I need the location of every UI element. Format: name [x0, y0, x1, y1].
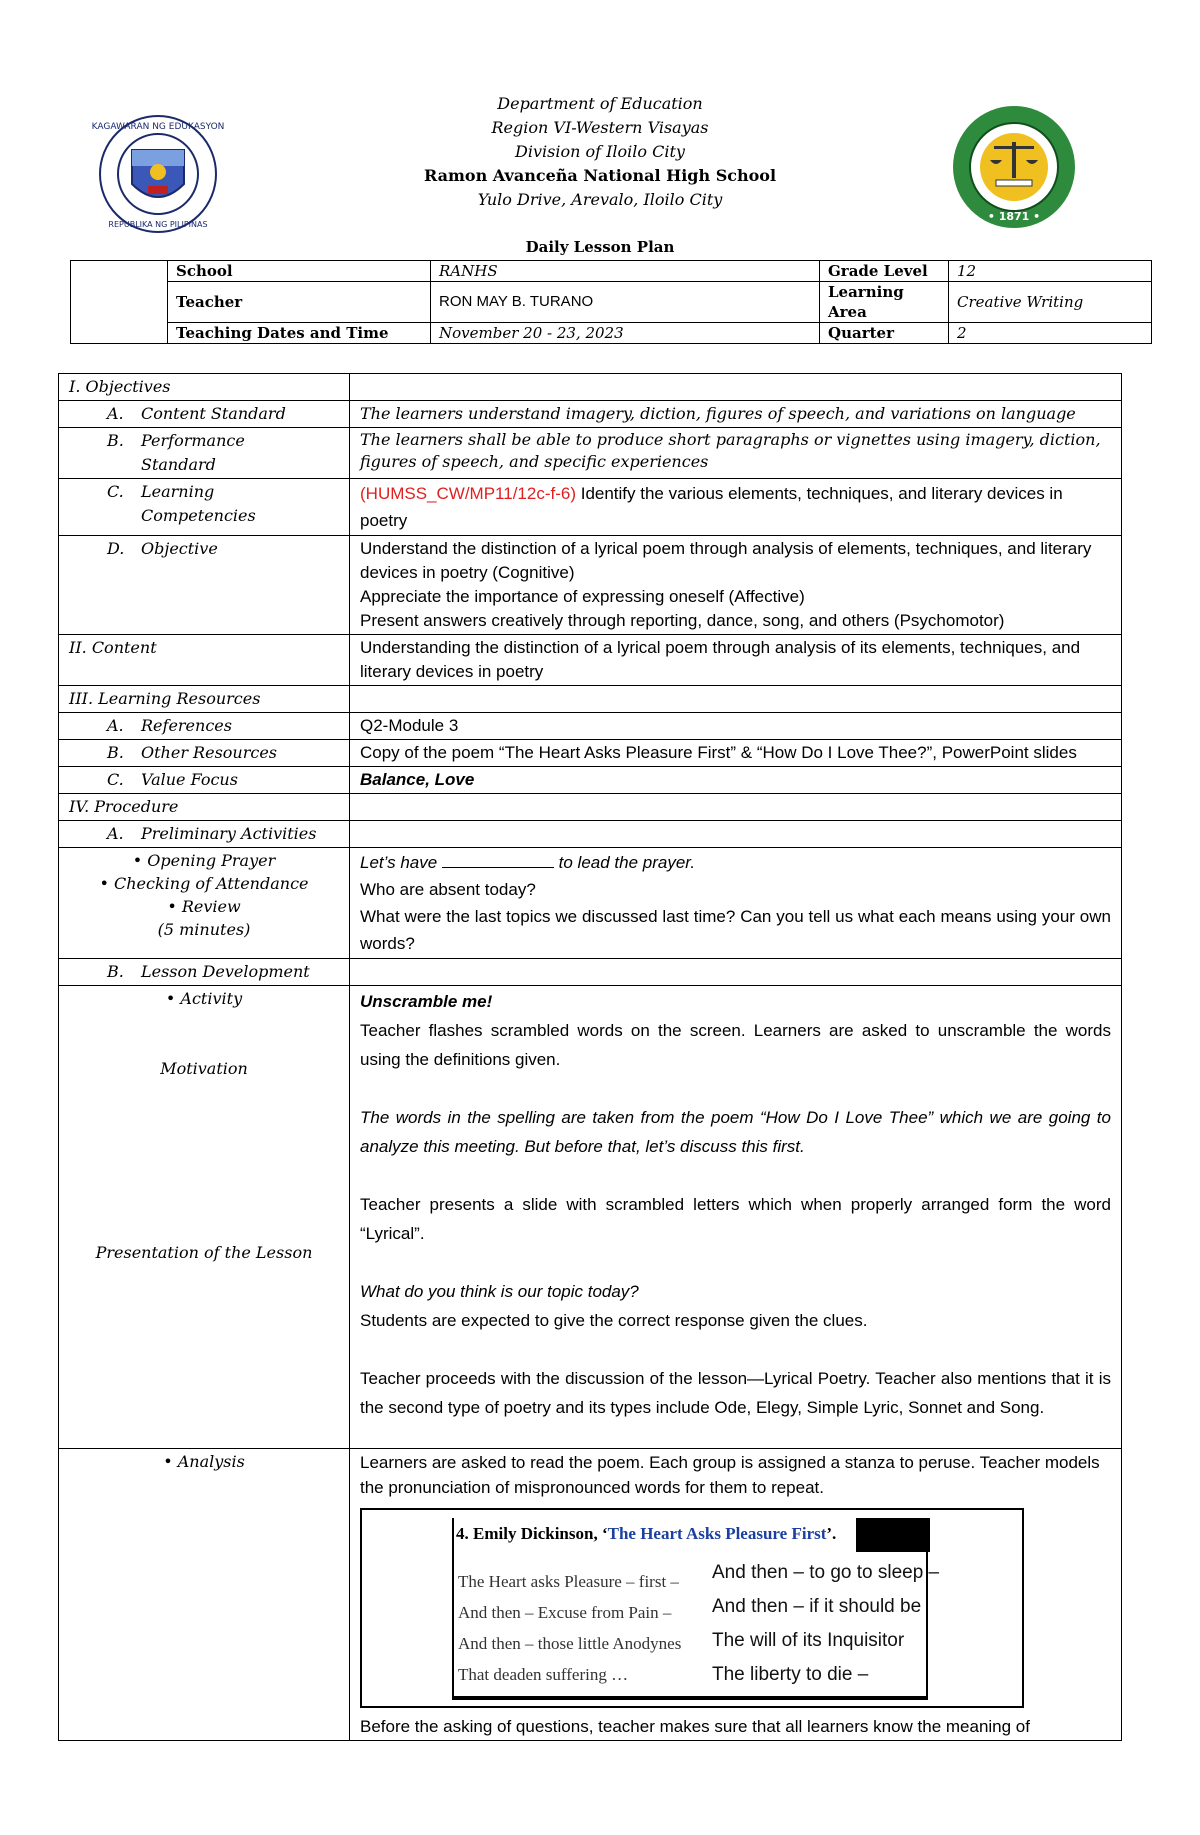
read-poem-text: Learners are asked to read the poem. Each group is assigned a stanza to peruse. Teacher models the pronunciation of mispronounced words for them to repeat.: [360, 1453, 1100, 1497]
objective-label: Objective: [141, 539, 218, 558]
performance-standard-label: Performance: [141, 431, 245, 450]
presentation-label: Presentation of the Lesson: [95, 1243, 313, 1262]
quarter-label: Quarter: [820, 323, 949, 344]
school-address: Yulo Drive, Arevalo, Iloilo City: [477, 190, 723, 209]
review-label: • Review: [167, 897, 241, 916]
teacher-label: Teacher: [168, 282, 431, 323]
content-standard-value: The learners understand imagery, diction, figures of speech, and variations on language: [350, 401, 1122, 428]
references-value: Q2-Module 3: [350, 713, 1122, 740]
poem-image: [360, 1508, 1024, 1708]
svg-text:• 1871 •: • 1871 •: [987, 210, 1041, 223]
competency-value: Identify the various elements, techniques, and literary devices in poetry: [360, 484, 1063, 530]
area-value: Creative Writing: [949, 282, 1152, 323]
school-label: School: [168, 261, 431, 282]
prayer-text: Let’s have to lead the prayer.: [360, 853, 696, 872]
preliminary-label: Preliminary Activities: [141, 824, 317, 843]
procedure-row: [59, 794, 1122, 821]
poem-right-stanza: And then – to go to sleep – And then – if it should be The will of its Inquisitor The liberty to die –: [712, 1562, 940, 1685]
other-resources-row: B. Other Resources Copy of the poem “The Heart Asks Pleasure First” & “How Do I Love Thee?”, PowerPoint slides: [59, 740, 1122, 767]
teacher-value: RON MAY B. TURANO: [431, 282, 820, 323]
minutes-label: (5 minutes): [157, 920, 251, 939]
slide-text: Teacher presents a slide with scrambled letters which when properly arranged form the word “Lyrical”.: [360, 1195, 1111, 1243]
preliminary-details-row: [59, 848, 1122, 959]
dates-value: November 20 - 23, 2023: [431, 323, 820, 344]
words-from-text: The words in the spelling are taken from the poem “How Do I Love Thee” which we are going to analyze this meeting. But before that, let’s discuss this first.: [360, 1108, 1111, 1156]
grade-value: 12: [949, 261, 1152, 282]
analysis-label: • Analysis: [59, 1449, 350, 1741]
flash-text: Teacher flashes scrambled words on the screen. Learners are asked to unscramble the words using the definitions given.: [360, 1021, 1111, 1069]
unscramble-heading: Unscramble me!: [360, 992, 493, 1011]
poem-title: 4. Emily Dickinson, ‘The Heart Asks Pleasure First’.: [456, 1524, 837, 1543]
references-label: References: [141, 716, 232, 735]
svg-text:KAGAWARAN NG EDUKASYON: KAGAWARAN NG EDUKASYON: [92, 122, 224, 132]
poem-black-box: [856, 1518, 930, 1552]
before-questions-text: Before the asking of questions, teacher makes sure that all learners know the meaning of: [360, 1717, 1030, 1736]
procedure-heading: IV. Procedure: [59, 794, 350, 821]
opening-prayer-label: • Opening Prayer: [132, 851, 276, 870]
performance-standard-value: The learners shall be able to produce short paragraphs or vignettes using imagery, diction, figures of speech, and specific experiences: [350, 428, 1122, 479]
performance-standard-row: B. Performance Standard The learners shall be able to produce short paragraphs or vignettes using imagery, diction, figures of speech, and specific experiences: [59, 428, 1122, 479]
competencies-row: C. Learning Competencies (HUMSS_CW/MP11/12c-f-6) Identify the various elements, techniques, and literary devices in poetry: [59, 479, 1122, 536]
activity-label: • Activity: [165, 989, 243, 1008]
header-line1: Department of Education: [497, 94, 703, 113]
last-topics-text: What were the last topics we discussed last time? Can you tell us what each means using your own words?: [360, 907, 1111, 953]
grade-label: Grade Level: [820, 261, 949, 282]
motivation-label: Motivation: [160, 1059, 248, 1078]
content-row: [59, 635, 1122, 686]
preliminary-row: A. Preliminary Activities: [59, 821, 1122, 848]
quarter-value: 2: [949, 323, 1152, 344]
objective-psychomotor: Present answers creatively through reporting, dance, song, and others (Psychomotor): [360, 611, 1005, 630]
proceeds-text: Teacher proceeds with the discussion of the lesson—Lyrical Poetry. Teacher also mentions that it is the second type of poetry and its types include Ode, Elegy, Simple Lyric, Sonnet and Song.: [360, 1369, 1111, 1417]
doc-title: Daily Lesson Plan: [525, 238, 675, 256]
deped-seal: [92, 114, 224, 234]
analysis-row: [59, 1449, 1122, 1741]
objective-row: D. Objective Understand the distinction of a lyrical poem through analysis of elements, techniques, and literary devices in poetry (Cognitive) Appreciate the importance of expressing oneself (Affective) Present answers creatively through reporting, dance, song, and others (Psychomotor): [59, 536, 1122, 635]
resources-row: [59, 686, 1122, 713]
objectives-row: [59, 374, 1122, 401]
activity-row: [59, 986, 1122, 1449]
poem-left-stanza: The Heart asks Pleasure – first – And then – Excuse from Pain – And then – those little Anodynes That deaden suffering …: [458, 1572, 682, 1684]
competency-code: (HUMSS_CW/MP11/12c-f-6): [360, 484, 576, 503]
expected-text: Students are expected to give the correct response given the clues.: [360, 1311, 868, 1330]
area-label: Learning Area: [820, 282, 949, 323]
content-value: Understanding the distinction of a lyrical poem through analysis of its elements, techniques, and literary devices in poetry: [350, 635, 1122, 686]
absent-text: Who are absent today?: [360, 880, 536, 899]
dates-label: Teaching Dates and Time: [168, 323, 431, 344]
value-focus-value: Balance, Love: [350, 767, 1122, 794]
attendance-label: • Checking of Attendance: [99, 874, 309, 893]
competencies-label: Learning: [141, 482, 215, 501]
value-focus-label: Value Focus: [141, 770, 238, 789]
resources-heading: III. Learning Resources: [59, 686, 350, 713]
school-seal: [950, 104, 1078, 230]
header-line2: Region VI-Western Visayas: [491, 118, 709, 137]
objective-affective: Appreciate the importance of expressing oneself (Affective): [360, 587, 805, 606]
content-standard-label: Content Standard: [141, 404, 286, 423]
other-resources-label: Other Resources: [141, 743, 278, 762]
header-line3: Division of Iloilo City: [515, 142, 685, 161]
svg-text:REPUBLIKA NG PILIPINAS: REPUBLIKA NG PILIPINAS: [108, 220, 208, 229]
development-row: B. Lesson Development: [59, 959, 1122, 986]
other-resources-value: Copy of the poem “The Heart Asks Pleasure First” & “How Do I Love Thee?”, PowerPoint slides: [350, 740, 1122, 767]
objective-cognitive: Understand the distinction of a lyrical poem through analysis of elements, techniques, and literary devices in poetry (Cognitive): [360, 539, 1092, 582]
value-focus-row: C. Value Focus Balance, Love: [59, 767, 1122, 794]
development-label: Lesson Development: [141, 962, 310, 981]
info-table: [70, 260, 1152, 344]
school-name: Ramon Avanceña National High School: [423, 166, 777, 185]
prayer-blank: [442, 851, 554, 868]
content-heading: II. Content: [59, 635, 350, 686]
references-row: A. References Q2-Module 3: [59, 713, 1122, 740]
lesson-plan-table: [58, 373, 1122, 1741]
content-standard-row: A. Content Standard The learners understand imagery, diction, figures of speech, and variations on language: [59, 401, 1122, 428]
topic-question: What do you think is our topic today?: [360, 1282, 639, 1301]
school-value: RANHS: [431, 261, 820, 282]
objectives-heading: I. Objectives: [59, 374, 350, 401]
